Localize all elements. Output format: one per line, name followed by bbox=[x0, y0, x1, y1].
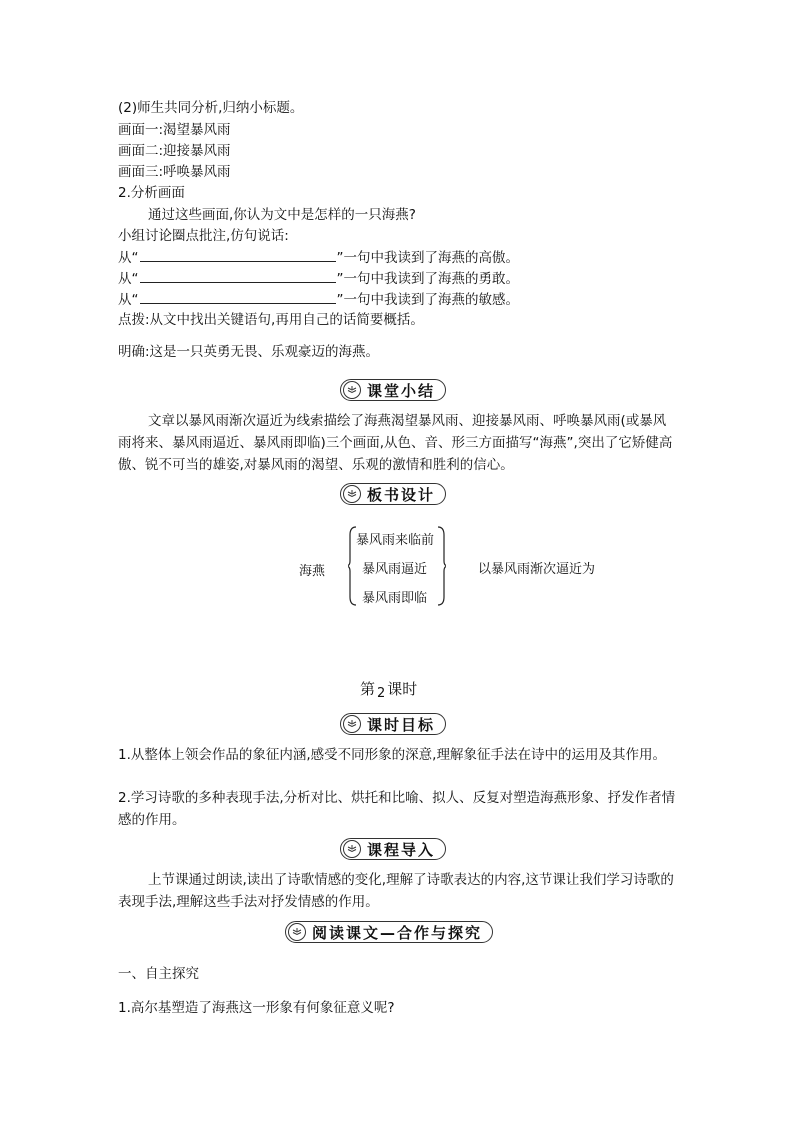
board-heading-label: 板书设计 bbox=[367, 485, 436, 504]
blank-suffix: ”一句中我读到了海燕的勇敢。 bbox=[336, 271, 519, 287]
book-icon bbox=[343, 840, 361, 858]
blank-suffix: ”一句中我读到了海燕的高傲。 bbox=[336, 250, 519, 266]
reading-heading bbox=[285, 921, 493, 943]
blank-line[interactable] bbox=[140, 268, 336, 283]
intro-paragraph bbox=[118, 869, 678, 913]
intro-text: 上节课通过朗读,读出了诗歌情感的变化,理解了诗歌表达的内容,这节课让我们学习诗歌的表现手法,理解这些手法对抒发情感的作用。 bbox=[118, 872, 674, 910]
reading-subheading: 一、自主探究 bbox=[118, 966, 199, 982]
fill-blank-1 bbox=[118, 247, 519, 268]
blank-prefix: 从“ bbox=[118, 292, 139, 308]
book-icon bbox=[288, 923, 306, 941]
lesson-title-pre: 第 bbox=[360, 680, 376, 698]
scene-2: 画面二:迎接暴风雨 bbox=[118, 143, 231, 159]
summary-heading-label: 课堂小结 bbox=[367, 381, 436, 400]
step-analysis-line: (2)师生共同分析,归纳小标题。 bbox=[118, 100, 304, 116]
board-left-label: 海燕 bbox=[299, 564, 326, 579]
lesson-title-post: 课时 bbox=[387, 680, 418, 698]
board-heading bbox=[340, 483, 446, 505]
board-brace-group bbox=[348, 525, 446, 607]
blank-suffix: ”一句中我读到了海燕的敏感。 bbox=[336, 292, 519, 308]
board-item-2: 暴风雨逼近 bbox=[362, 562, 428, 577]
board-right-label: 以暴风雨渐次逼近为 bbox=[478, 562, 596, 577]
blank-line[interactable] bbox=[140, 289, 336, 304]
reading-heading-label: 阅读课文—合作与探究 bbox=[312, 923, 483, 942]
fill-blank-3 bbox=[118, 289, 519, 310]
intro-heading bbox=[340, 838, 446, 860]
blank-line[interactable] bbox=[140, 247, 336, 262]
book-icon bbox=[343, 485, 361, 503]
answer-text: 明确:这是一只英勇无畏、乐观豪迈的海燕。 bbox=[118, 344, 380, 360]
lesson-number: 2 bbox=[377, 686, 386, 701]
question-text: 通过这些画面,你认为文中是怎样的一只海燕? bbox=[148, 207, 416, 223]
scene-3: 画面三:呼唤暴风雨 bbox=[118, 164, 231, 180]
fill-blank-2 bbox=[118, 268, 519, 289]
book-icon bbox=[343, 381, 361, 399]
summary-text: 文章以暴风雨渐次逼近为线索描绘了海燕渴望暴风雨、迎接暴风雨、呼唤暴风雨(或暴风雨将来、暴风雨逼近、暴风雨即临)三个画面,从色、音、形三方面描写“海燕”,突出了它矫健高傲、锐不可当的雄姿,对暴风雨的渴望、乐观的激情和胜利的信心。 bbox=[118, 413, 673, 473]
blank-prefix: 从“ bbox=[118, 250, 139, 266]
step-2-heading: 2.分析画面 bbox=[118, 185, 185, 201]
lesson-title bbox=[360, 678, 417, 699]
board-item-1: 暴风雨来临前 bbox=[356, 533, 435, 548]
board-item-3: 暴风雨即临 bbox=[362, 591, 428, 606]
summary-paragraph bbox=[118, 410, 678, 476]
goal-item-2: 2.学习诗歌的多种表现手法,分析对比、烘托和比喻、拟人、反复对塑造海燕形象、抒发作者情感的作用。 bbox=[118, 790, 676, 828]
scene-1: 画面一:渴望暴风雨 bbox=[118, 122, 231, 138]
goals-heading bbox=[340, 713, 446, 735]
blank-prefix: 从“ bbox=[118, 271, 139, 287]
goals-heading-label: 课时目标 bbox=[367, 715, 436, 734]
goal-item-1: 1.从整体上领会作品的象征内涵,感受不同形象的深意,理解象征手法在诗中的运用及其作用。 bbox=[118, 747, 666, 763]
discussion-prompt: 小组讨论圈点批注,仿句说话: bbox=[118, 228, 289, 244]
intro-heading-label: 课程导入 bbox=[367, 840, 436, 859]
reading-question-1: 1.高尔基塑造了海燕这一形象有何象征意义呢? bbox=[118, 1000, 395, 1016]
summary-heading bbox=[340, 379, 446, 401]
book-icon bbox=[343, 715, 361, 733]
hint-text: 点拨:从文中找出关键语句,再用自己的话简要概括。 bbox=[118, 312, 424, 328]
